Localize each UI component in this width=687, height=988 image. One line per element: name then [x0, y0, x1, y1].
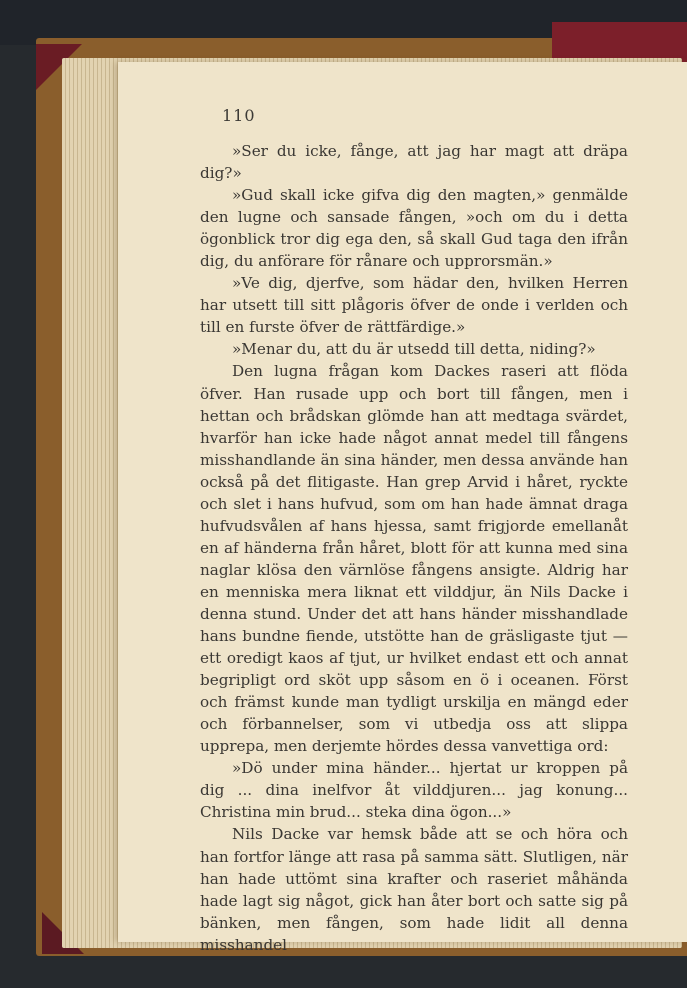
paragraph: »Gud skall icke gifva dig den magten,» genmälde den lugne och sansade fången, »och om du i detta ögonblick tror dig ega den, så skall Gud taga den ifrån dig, du anförare för rånare och upprorsmän.» [200, 186, 628, 271]
cover-spine-red [552, 22, 687, 62]
paragraph: Nils Dacke var hemsk både att se och höra och han fortfor länge att rasa på samma sätt. Slutligen, när han hade uttömt sina krafter och raseriet måhända hade lagt sig något, gick han åter bort och satte sig på bänken, men fången, som hade lidit all denna misshandel [200, 825, 628, 954]
paragraph: »Ser du icke, fånge, att jag har magt att dräpa dig?» [200, 142, 628, 183]
page-text [200, 140, 628, 956]
page-number: 110 [222, 106, 256, 125]
paragraph: »Ve dig, djerfve, som hädar den, hvilken Herren har utsett till sitt plågoris öfver de onde i verlden och till en furste öfver de rättfärdige.» [200, 274, 628, 337]
paragraph: »Dö under mina händer... hjertat ur kroppen på dig ... dina inelfvor åt vilddjuren... jag konung... Christina min brud... steka dina ögon...» [200, 759, 628, 822]
paragraph: »Menar du, att du är utsedd till detta, niding?» [232, 340, 596, 359]
paragraph: Den lugna frågan kom Dackes raseri att flöda öfver. Han rusade upp och bort till fången, men i hettan och brådskan glömde han att medtaga svärdet, hvarför han icke hade något annat medel till fångens misshandlande än sina händer, men dessa använde han också på det flitigaste. Han grep Arvid i håret, ryckte och slet i hans hufvud, som om han hade ämnat draga hufvudsvålen af hans hjessa, samt frigjorde emellanåt en af händerna från håret, blott för att kunna med sina naglar klösa den värnlöse fångens ansigte. Aldrig har en menniska mera liknat ett vilddjur, än Nils Dacke i denna stund. Under det att hans händer misshandlade hans bundne fiende, utstötte han de gräsligaste tjut — ett oredigt kaos af tjut, ur hvilket endast ett och annat begripligt ord sköt upp såsom en ö i oceanen. Först och främst kunde man tydligt urskilja en mängd eder och förbannelser, som vi utbedja oss att slippa upprepa, men derjemte hördes dessa vanvettiga ord: [200, 362, 628, 756]
